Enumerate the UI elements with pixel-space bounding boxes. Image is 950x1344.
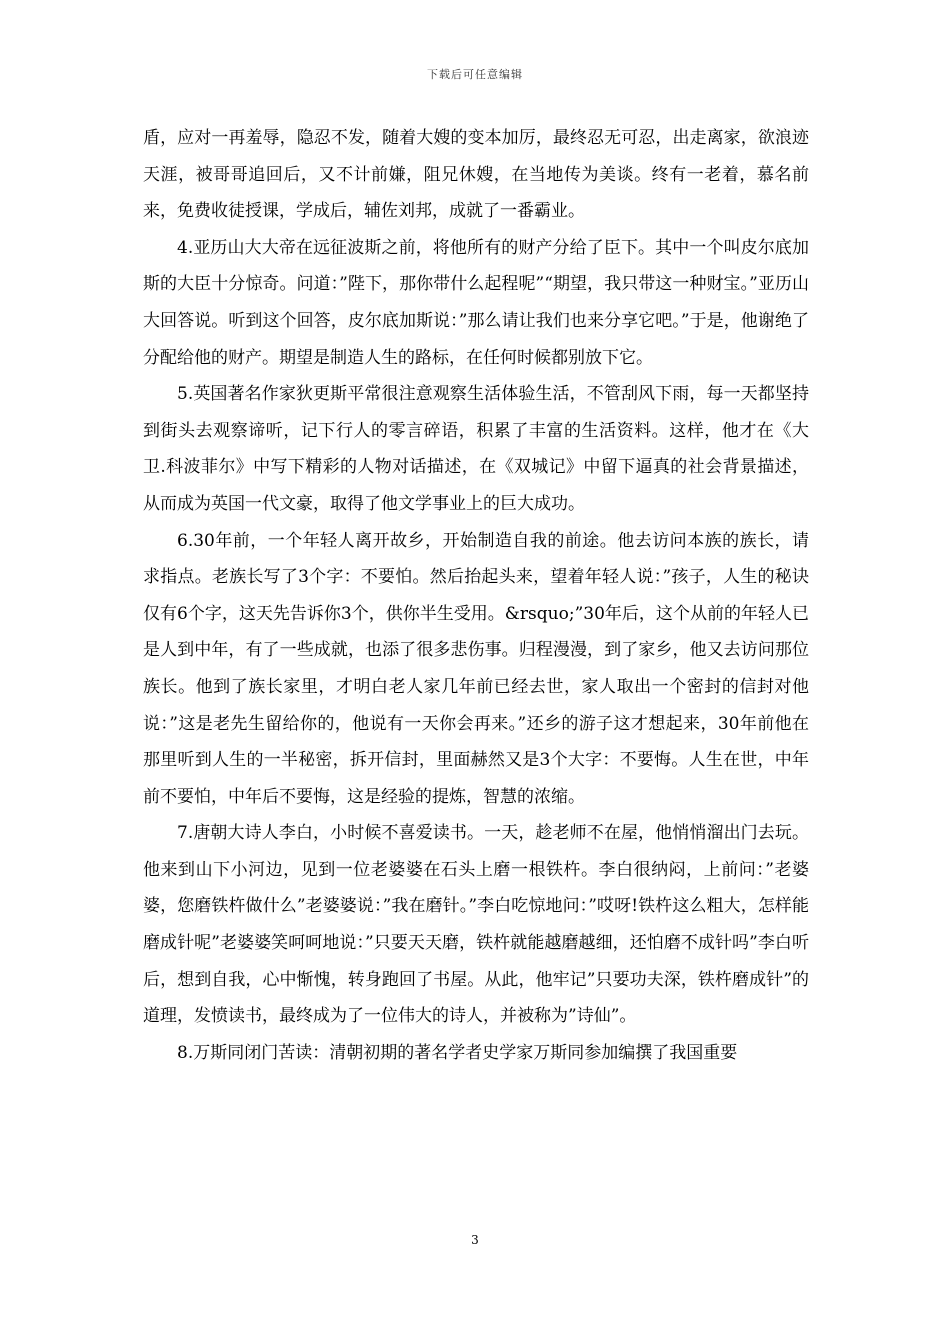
- paragraph-continuation: 盾，应对一再羞辱，隐忍不发，随着大嫂的变本加厉，最终忍无可忍，出走离家，欲浪迹天涯，被哥哥追回后，又不计前嫌，阻兄休嫂，在当地传为美谈。终有一老着，慕名前来，免费收徒授课，学成后，辅佐刘邦，成就了一番霸业。: [143, 128, 809, 222]
- paragraph-item-7: 7.唐朝大诗人李白，小时候不喜爱读书。一天，趁老师不在屋，他悄悄溜出门去玩。他来到山下小河边，见到一位老婆婆在石头上磨一根铁杵。李白很纳闷，上前问：”老婆婆，您磨铁杵做什么”老婆婆说：”我在磨针。”李白吃惊地问：”哎呀!铁杵这么粗大，怎样能磨成针呢”老婆婆笑呵呵地说：”只要天天磨，铁杵就能越磨越细，还怕磨不成针吗”李白听后，想到自我，心中惭愧，转身跑回了书屋。从此，他牢记”只要功夫深，铁杵磨成针”的道理，发愤读书，最终成为了一位伟大的诗人，并被称为”诗仙”。: [143, 823, 809, 1027]
- page-header: 下载后可任意编辑: [427, 68, 523, 81]
- document-body: [143, 120, 809, 1071]
- paragraph-item-5: 5.英国著名作家狄更斯平常很注意观察生活体验生活，不管刮风下雨，每一天都坚持到街头去观察谛听，记下行人的零言碎语，积累了丰富的生活资料。这样，他才在《大卫.科波菲尔》中写下精彩的人物对话描述，在《双城记》中留下逼真的社会背景描述，从而成为英国一代文豪，取得了他文学事业上的巨大成功。: [143, 384, 809, 514]
- paragraph-item-6: 6.30年前，一个年轻人离开故乡，开始制造自我的前途。他去访问本族的族长，请求指点。老族长写了3个字：不要怕。然后抬起头来，望着年轻人说：”孩子，人生的秘诀仅有6个字，这天先告诉你3个，供你半生受用。&rsquo;”30年后，这个从前的年轻人已是人到中年，有了一些成就，也添了很多悲伤事。归程漫漫，到了家乡，他又去访问那位族长。他到了族长家里，才明白老人家几年前已经去世，家人取出一个密封的信封对他说：”这是老先生留给你的，他说有一天你会再来。”还乡的游子这才想起来，30年前他在那里听到人生的一半秘密，拆开信封，里面赫然又是3个大字：不要悔。人生在世，中年前不要怕，中年后不要悔，这是经验的提炼，智慧的浓缩。: [143, 530, 809, 807]
- page-number: 3: [471, 1233, 479, 1247]
- paragraph-item-4: 4.亚历山大大帝在远征波斯之前，将他所有的财产分给了臣下。其中一个叫皮尔底加斯的大臣十分惊奇。问道：”陛下，那你带什么起程呢”“期望，我只带这一种财宝。”亚历山大回答说。听到这个回答，皮尔底加斯说：”那么请让我们也来分享它吧。”于是，他谢绝了分配给他的财产。期望是制造人生的路标，在任何时候都别放下它。: [143, 237, 809, 368]
- paragraph-item-8: 8.万斯同闭门苦读：清朝初期的著名学者史学家万斯同参加编撰了我国重要: [177, 1042, 738, 1063]
